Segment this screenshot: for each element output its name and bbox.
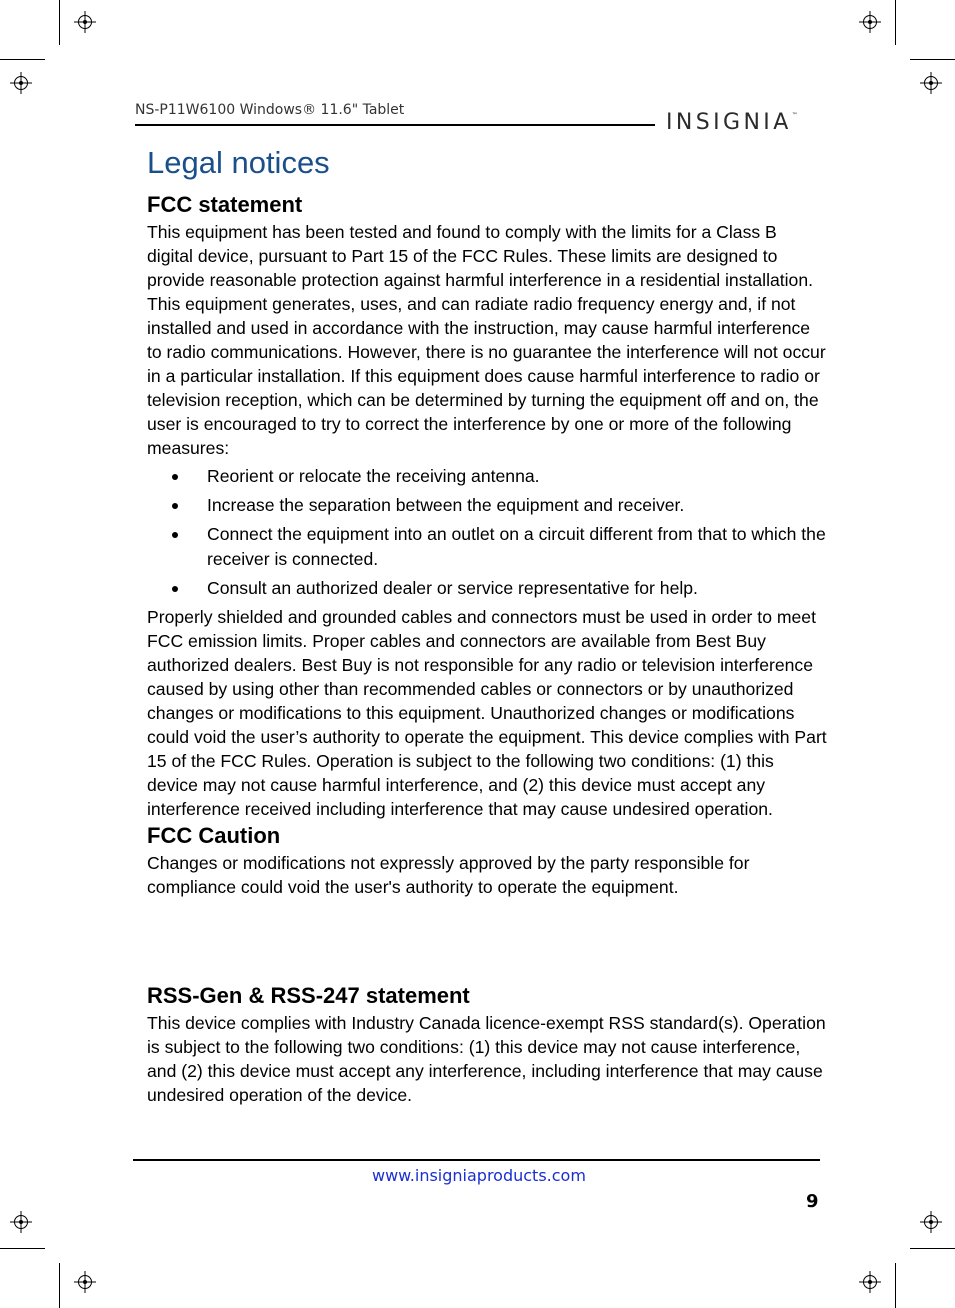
list-item	[147, 493, 827, 518]
logo-wordmark: INSIGNIA	[666, 110, 792, 135]
bullet-icon	[172, 503, 178, 509]
bullet-icon	[172, 474, 178, 480]
crop-mark	[0, 59, 45, 60]
rss-statement-heading: RSS-Gen & RSS-247 statement	[147, 983, 470, 1008]
main-content	[147, 190, 827, 1107]
crop-mark	[59, 1263, 60, 1308]
registration-mark-icon	[920, 1211, 942, 1233]
measures-list	[147, 464, 827, 601]
bullet-icon	[172, 586, 178, 592]
list-item	[147, 522, 827, 572]
list-item	[147, 464, 827, 489]
page-number: 9	[806, 1191, 819, 1212]
crop-mark	[910, 59, 955, 60]
registration-mark-icon	[10, 1211, 32, 1233]
fcc-statement-closing: Properly shielded and grounded cables and connectors must be used in order to meet FCC emission limits. Proper cables and connectors are available from Best Buy authorized dealers. Best Buy is not responsible for any radio or television interference caused by using other than recommended cables or connectors or by unauthorized changes or modifications to this equipment. Unauthorized changes or modifications could void the user’s authority to operate the equipment. This device complies with Part 15 of the FCC Rules. Operation is subject to the following two conditions: (1) this device may not cause harmful interference, and (2) this device must accept any interference received including interference that may cause undesired operation.	[147, 607, 827, 819]
fcc-statement-heading: FCC statement	[147, 192, 303, 217]
fcc-caution-text: Changes or modifications not expressly approved by the party responsible for compliance could void the user's authority to operate the equipment.	[147, 853, 750, 897]
registration-mark-icon	[859, 1271, 881, 1293]
list-item	[147, 576, 827, 601]
crop-mark	[895, 1263, 896, 1308]
crop-mark	[0, 1248, 45, 1249]
rss-statement-text: This device complies with Industry Canada licence-exempt RSS standard(s). Operation is subject to the following two conditions: (1) this device may not cause interference, and (2) this device must accept any interference, including interference that may cause undesired operation of the device.	[147, 1013, 826, 1105]
crop-mark	[895, 0, 896, 45]
list-item-text: Connect the equipment into an outlet on a circuit different from that to which the receiver is connected.	[207, 524, 826, 569]
fcc-caution-heading: FCC Caution	[147, 823, 281, 848]
registration-mark-icon	[920, 72, 942, 94]
list-item-text: Reorient or relocate the receiving antenna.	[207, 466, 540, 486]
insignia-logo: INSIGNIA™	[666, 110, 798, 135]
footer-link[interactable]: www.insigniaproducts.com	[372, 1166, 586, 1185]
crop-mark	[910, 1248, 955, 1249]
registration-mark-icon	[74, 1271, 96, 1293]
registration-mark-icon	[859, 11, 881, 33]
fcc-statement-intro: This equipment has been tested and found to comply with the limits for a Class B digital device, pursuant to Part 15 of the FCC Rules. These limits are designed to provide reasonable protection against harmful interference in a residential installation. This equipment generates, uses, and can radiate radio frequency energy and, if not installed and used in accordance with the instruction, may cause harmful interference to radio communications. However, there is no guarantee the interference will not occur in a particular installation. If this equipment does cause harmful interference to radio or television reception, which can be determined by turning the equipment off and on, the user is encouraged to try to correct the interference by one or more of the following measures:	[147, 222, 826, 458]
list-item-text: Increase the separation between the equipment and receiver.	[207, 495, 685, 515]
page-title: Legal notices	[147, 145, 330, 180]
registration-mark-icon	[10, 72, 32, 94]
header-product-name: NS-P11W6100 Windows® 11.6" Tablet	[135, 102, 405, 118]
list-item-text: Consult an authorized dealer or service representative for help.	[207, 578, 698, 598]
crop-mark	[59, 0, 60, 45]
footer-rule	[133, 1159, 820, 1161]
header-rule	[135, 124, 655, 126]
registration-mark-icon	[74, 11, 96, 33]
bullet-icon	[172, 532, 178, 538]
